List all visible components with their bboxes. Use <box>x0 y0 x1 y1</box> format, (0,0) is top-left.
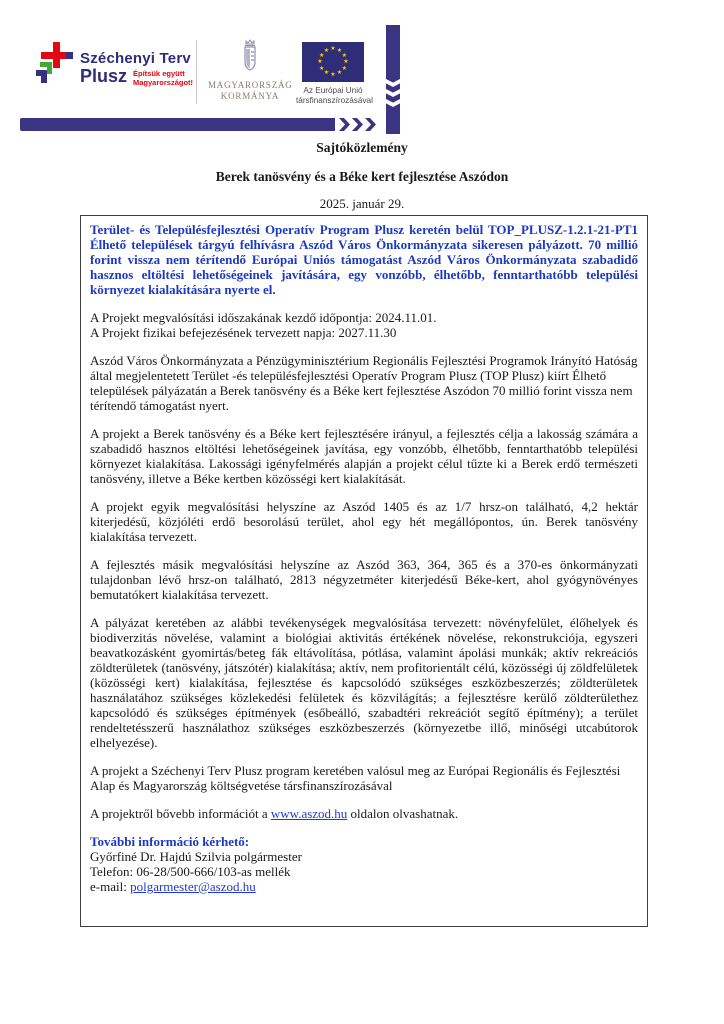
page-title: Berek tanösvény és a Béke kert fejlesztése Aszódon <box>215 169 509 184</box>
szechenyi-logo-tagline: Építsük együtt Magyarországot! <box>133 69 194 87</box>
contact-block <box>90 834 638 894</box>
chevron-right-icon <box>365 118 376 131</box>
szechenyi-logo-line2: Plusz <box>80 66 128 86</box>
email-link[interactable]: polgarmester@aszod.hu <box>130 879 256 894</box>
ribbon-vertical-bar <box>386 25 400 134</box>
header <box>0 0 724 136</box>
goal-paragraph: A projekt a Berek tanösvény és a Béke kert fejlesztésére irányul, a fejlesztés célja a lakosság számára a szabadidő hasznos eltöltési lehetőségeinek javítása, egy vonzóbb, élhetőbb, fenntarthatóbb települési környezet kialakítása. Lakossági igényfelmérés alapján a projekt célul tűzte ki a Berek erdő természeti tanösvény, illetve a Béke kertben közösségi kert kialakítását. <box>90 426 638 486</box>
hungary-government-logo <box>208 38 292 101</box>
chevron-down-icon <box>386 99 400 107</box>
site2-paragraph: A fejlesztés másik megvalósítási helyszíne az Aszód 363, 364, 365 és a 370-es önkormányzati tulajdonban lévő hrsz-on található, 2813 négyzetméter kiterjedésű Béke-kert, ahol gyógynövényes bemutatókert kialakítása tervezett. <box>90 557 638 602</box>
hungary-coat-of-arms-icon <box>238 38 262 72</box>
contact-heading: További információ kérhető: <box>90 834 250 849</box>
chevron-right-icon <box>352 118 363 131</box>
header-divider <box>196 40 197 104</box>
contact-name: Győrfiné Dr. Hajdú Szilvia polgármester <box>90 849 302 864</box>
activities-paragraph: A pályázat keretében az alábbi tevékenységek megvalósítása tervezett: növényfelület, élőhelyek és biodiverzitás növelése, valamint a biológiai aktivitás értékének növelése, rekonstrukciója, egyszeri beavatkozásként gyomirtás/beteg fák eltávolítása, pótlása, valamint ápolási munkák; aktív rekreációs zöldterületek (tanösvény, játszótér) kialakítása; aktív, nem profitorientált célú, közösségi új zöldfelületek (közösségi kert) kialakítása, fejlesztése és kapcsolódó szükséges eszközbeszerzés; zöldterületek használatához szükséges közlekedési felületek és közvilágítás; a fejlesztésre kerülő zöldterülethez kapcsolódó és szükséges építmények (esőbeálló, szabadtéri rekreációt segítő építmény); a terület rendeltetésszerű használathoz szükséges eszközbeszerzés (környezetbe illő, minőségi utcabútorok elhelyezése). <box>90 615 638 750</box>
chevron-down-icon <box>386 79 400 87</box>
email-label: e-mail: <box>90 879 131 894</box>
lead-paragraph: Terület- és Településfejlesztési Operatív Program Plusz keretén belül TOP_PLUSZ-1.2.1-21-PT1 Élhető települések tárgyú felhívásra Aszód Város Önkormányzata sikeresen pályázott. 70 millió forint vissza nem térítendő Európai Uniós támogatást Aszód Város Önkormányzata szabadidő hasznos eltöltési lehetőségeinek javítására, egy vonzóbb, élhetőbb, fenntarthatóbb települési környezet kialakítására nyerte el. <box>90 222 638 297</box>
szechenyi-plus-icon <box>36 42 74 88</box>
szechenyi-logo-text <box>80 50 200 87</box>
contact-phone: Telefon: 06-28/500-666/103-as mellék <box>90 864 291 879</box>
document-kicker: Sajtóközlemény <box>316 140 408 155</box>
chevron-down-icon <box>386 89 400 97</box>
press-release-box <box>80 215 648 927</box>
eu-cofinancing-logo <box>296 42 373 105</box>
document-date: 2025. január 29. <box>319 196 405 211</box>
more-info-line <box>90 806 638 821</box>
funding-paragraph: A projekt a Széchenyi Terv Plusz program keretében valósul meg az Európai Regionális és Fejlesztési Alap és Magyarország költségvetése társfinanszírozásával <box>90 763 621 793</box>
ribbon-horizontal-bar <box>20 118 335 131</box>
contact-email-line <box>90 879 638 894</box>
chevron-right-icon <box>339 118 350 131</box>
more-info-suffix: oldalon olvashatnak. <box>347 806 459 821</box>
site1-paragraph: A projekt egyik megvalósítási helyszíne az Aszód 1405 és az 1/7 hrsz-on található, 4,2 hektár kiterjedésű, közjóléti erdő besorolású terület, ahol egy hét megállópontos, ún. Berek tanösvény kialakítása tervezett. <box>90 499 638 544</box>
eu-logo-caption: Az Európai Unió társfinanszírozásával <box>296 86 373 105</box>
project-end-date-line: A Projekt fizikai befejezésének tervezett napja: 2027.11.30 <box>90 325 397 340</box>
project-start-date-line: A Projekt megvalósítási időszakának kezdő időpontja: 2024.11.01. <box>90 310 437 325</box>
government-logo-text: MAGYARORSZÁG KORMÁNYA <box>208 80 293 101</box>
document-content <box>0 140 724 927</box>
szechenyi-logo-line1: Széchenyi Terv <box>80 50 191 67</box>
more-info-prefix: A projektről bővebb információt a <box>90 806 271 821</box>
eu-flag-icon: ★ ★ ★ ★ ★ ★ ★ ★ ★ ★ ★ ★ <box>302 42 364 82</box>
project-dates <box>90 310 638 340</box>
website-link[interactable]: www.aszod.hu <box>270 806 348 821</box>
grant-paragraph: Aszód Város Önkormányzata a Pénzügyminisztérium Regionális Fejlesztési Programok Irányító Hatóság által megjelentetett Terület -és településfejlesztési Operatív Program Plusz (TOP Plusz) kiírt Élhető települések pályázatán a Berek tanösvény és a Béke kert fejlesztése Aszódon 70 millió forint vissza nem térítendő támogatást nyert. <box>90 353 638 413</box>
szechenyi-terv-plusz-logo <box>36 42 194 104</box>
